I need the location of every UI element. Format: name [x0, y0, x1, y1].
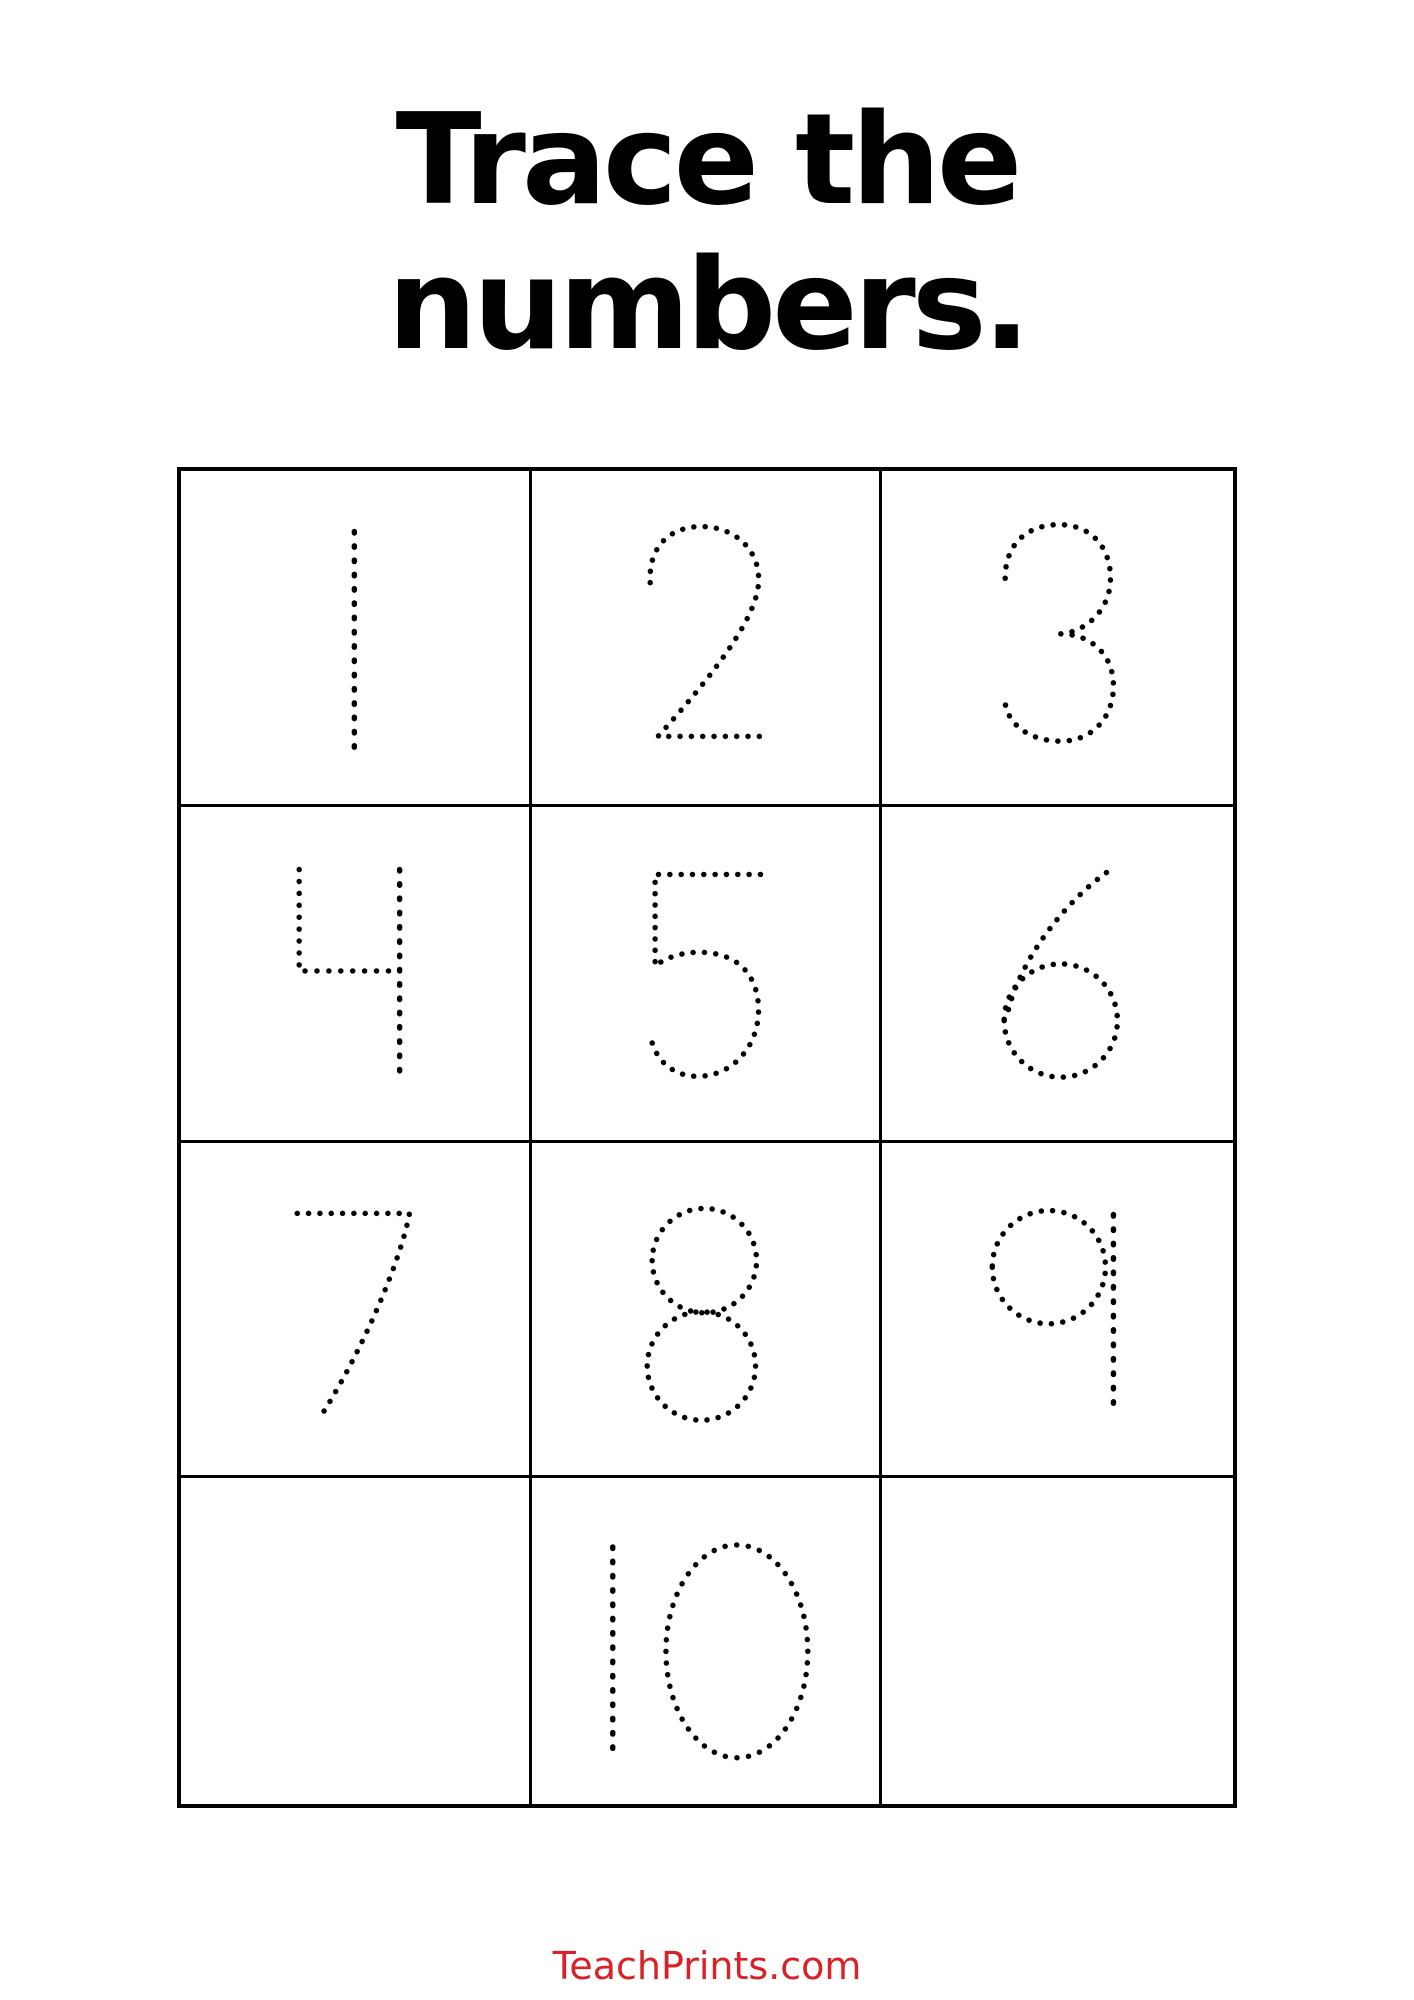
dotted-number-8 [532, 1143, 880, 1476]
dotted-number-3 [882, 471, 1233, 804]
trace-cell-9 [882, 1143, 1233, 1479]
dotted-number-1 [181, 471, 529, 804]
dotted-number-9 [882, 1143, 1233, 1476]
trace-cell-8 [532, 1143, 883, 1479]
trace-cell-1 [181, 471, 532, 807]
trace-cell-4 [181, 807, 532, 1143]
dotted-number-6 [882, 807, 1233, 1140]
trace-cell-7 [181, 1143, 532, 1479]
trace-cell-6 [882, 807, 1233, 1143]
trace-cell-5 [532, 807, 883, 1143]
footer-brand: TeachPrints.com [552, 1944, 862, 1988]
trace-cell-2 [532, 471, 883, 807]
dotted-number-5 [532, 807, 880, 1140]
page-title-line1: Trace the [395, 86, 1019, 233]
dotted-number-2 [532, 471, 880, 804]
trace-cell-empty [181, 1478, 532, 1808]
dotted-number-10 [532, 1478, 880, 1808]
page-title [0, 88, 1414, 378]
trace-cell-empty [882, 1478, 1233, 1808]
trace-cell-3 [882, 471, 1233, 807]
page-title-line2: numbers. [387, 230, 1027, 378]
trace-grid [177, 467, 1237, 1808]
dotted-number-4 [181, 807, 529, 1140]
dotted-number-7 [181, 1143, 529, 1476]
trace-cell-10 [532, 1478, 883, 1808]
